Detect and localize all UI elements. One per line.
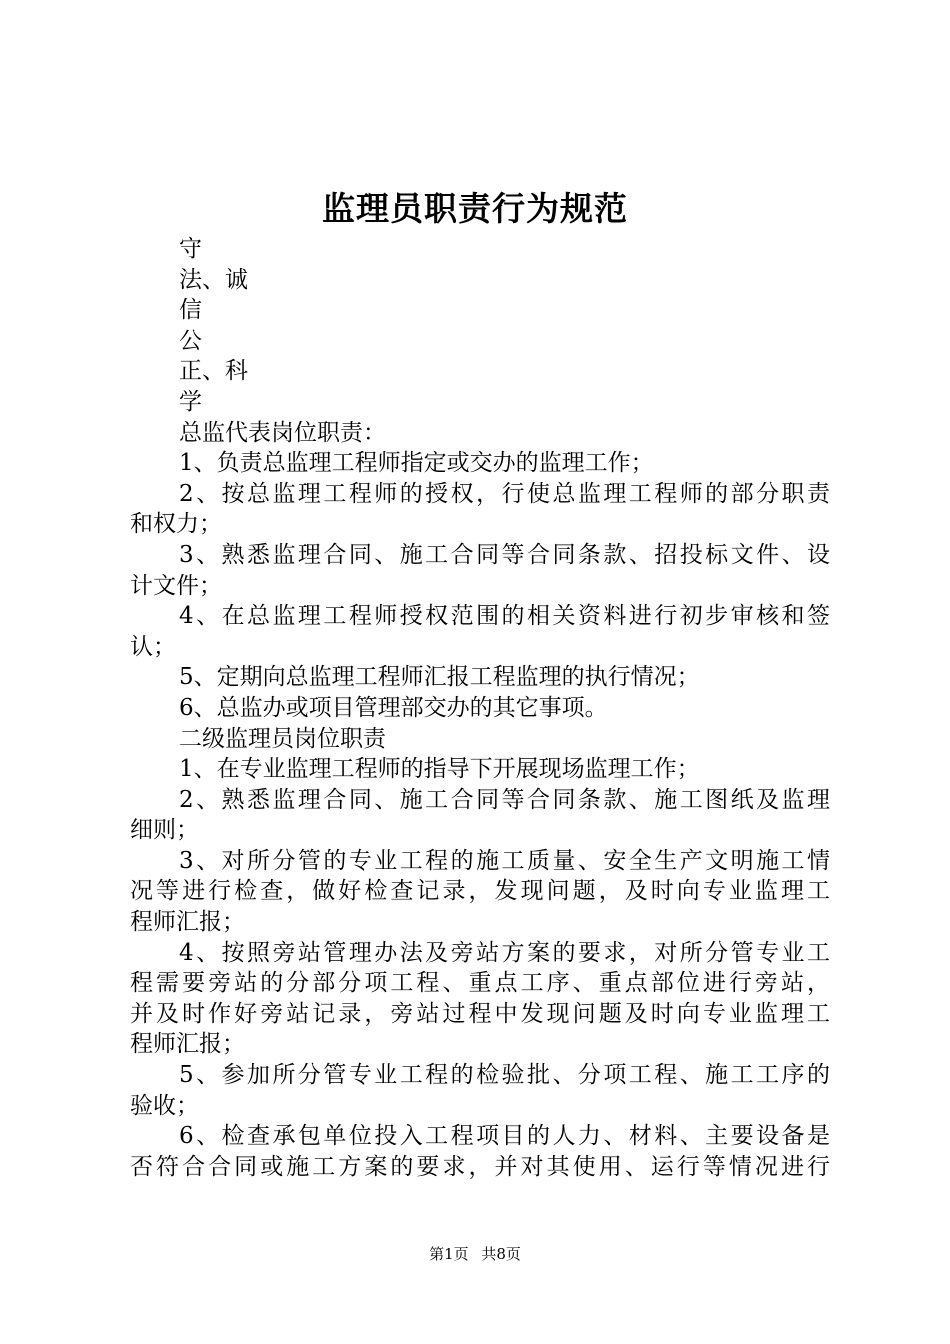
text-line: 程需要旁站的分部分项工程、重点工序、重点部位进行旁站， (130, 970, 830, 997)
text-line: 总监代表岗位职责： (179, 419, 386, 446)
text-line: 信 (179, 297, 202, 324)
text-line: 公 (179, 327, 202, 354)
text-line: 验收； (130, 1092, 199, 1119)
text-line: 否符合合同或施工方案的要求，并对其使用、运行等情况进行 (130, 1153, 830, 1180)
page-footer (0, 1244, 950, 1264)
text-line: 2、按总监理工程师的授权，行使总监理工程师的部分职责 (179, 480, 830, 507)
page-total: 共8页 (481, 1245, 521, 1263)
text-line: 程师汇报； (130, 1031, 245, 1058)
text-line: 正、科 (179, 358, 248, 385)
text-line: 2、熟悉监理合同、施工合同等合同条款、施工图纸及监理 (179, 786, 830, 813)
text-line: 和权力； (130, 511, 222, 538)
text-line: 况等进行检查，做好检查记录，发现问题，及时向专业监理工 (130, 878, 830, 905)
text-line: 守 (179, 236, 202, 262)
text-line: 5、参加所分管专业工程的检验批、分项工程、施工工序的 (179, 1062, 830, 1089)
page-number: 第1页 (429, 1245, 469, 1263)
text-line: 认； (130, 633, 176, 660)
text-line: 程师汇报； (130, 909, 245, 936)
text-line: 法、诚 (179, 266, 248, 293)
text-line: 6、检查承包单位投入工程项目的人力、材料、主要设备是 (179, 1123, 830, 1150)
text-line: 4、按照旁站管理办法及旁站方案的要求，对所分管专业工 (179, 939, 830, 966)
document-body (130, 234, 830, 1182)
text-line: 并及时作好旁站记录，旁站过程中发现问题及时向专业监理工 (130, 1000, 830, 1027)
text-line: 5、定期向总监理工程师汇报工程监理的执行情况； (179, 664, 700, 691)
text-line: 6、总监办或项目管理部交办的其它事项。 (179, 694, 608, 721)
text-line: 学 (179, 388, 202, 415)
text-line: 细则； (130, 817, 199, 844)
text-line: 3、对所分管的专业工程的施工质量、安全生产文明施工情 (179, 847, 830, 874)
text-line: 二级监理员岗位职责 (179, 725, 386, 752)
text-line: 1、负责总监理工程师指定或交办的监理工作； (179, 450, 654, 477)
document-title: 监理员职责行为规范 (322, 189, 628, 228)
text-line: 4、在总监理工程师授权范围的相关资料进行初步审核和签 (179, 603, 830, 630)
text-line: 3、熟悉监理合同、施工合同等合同条款、招投标文件、设 (179, 541, 830, 568)
text-line: 计文件； (130, 572, 222, 599)
text-line: 1、在专业监理工程师的指导下开展现场监理工作； (179, 756, 700, 783)
